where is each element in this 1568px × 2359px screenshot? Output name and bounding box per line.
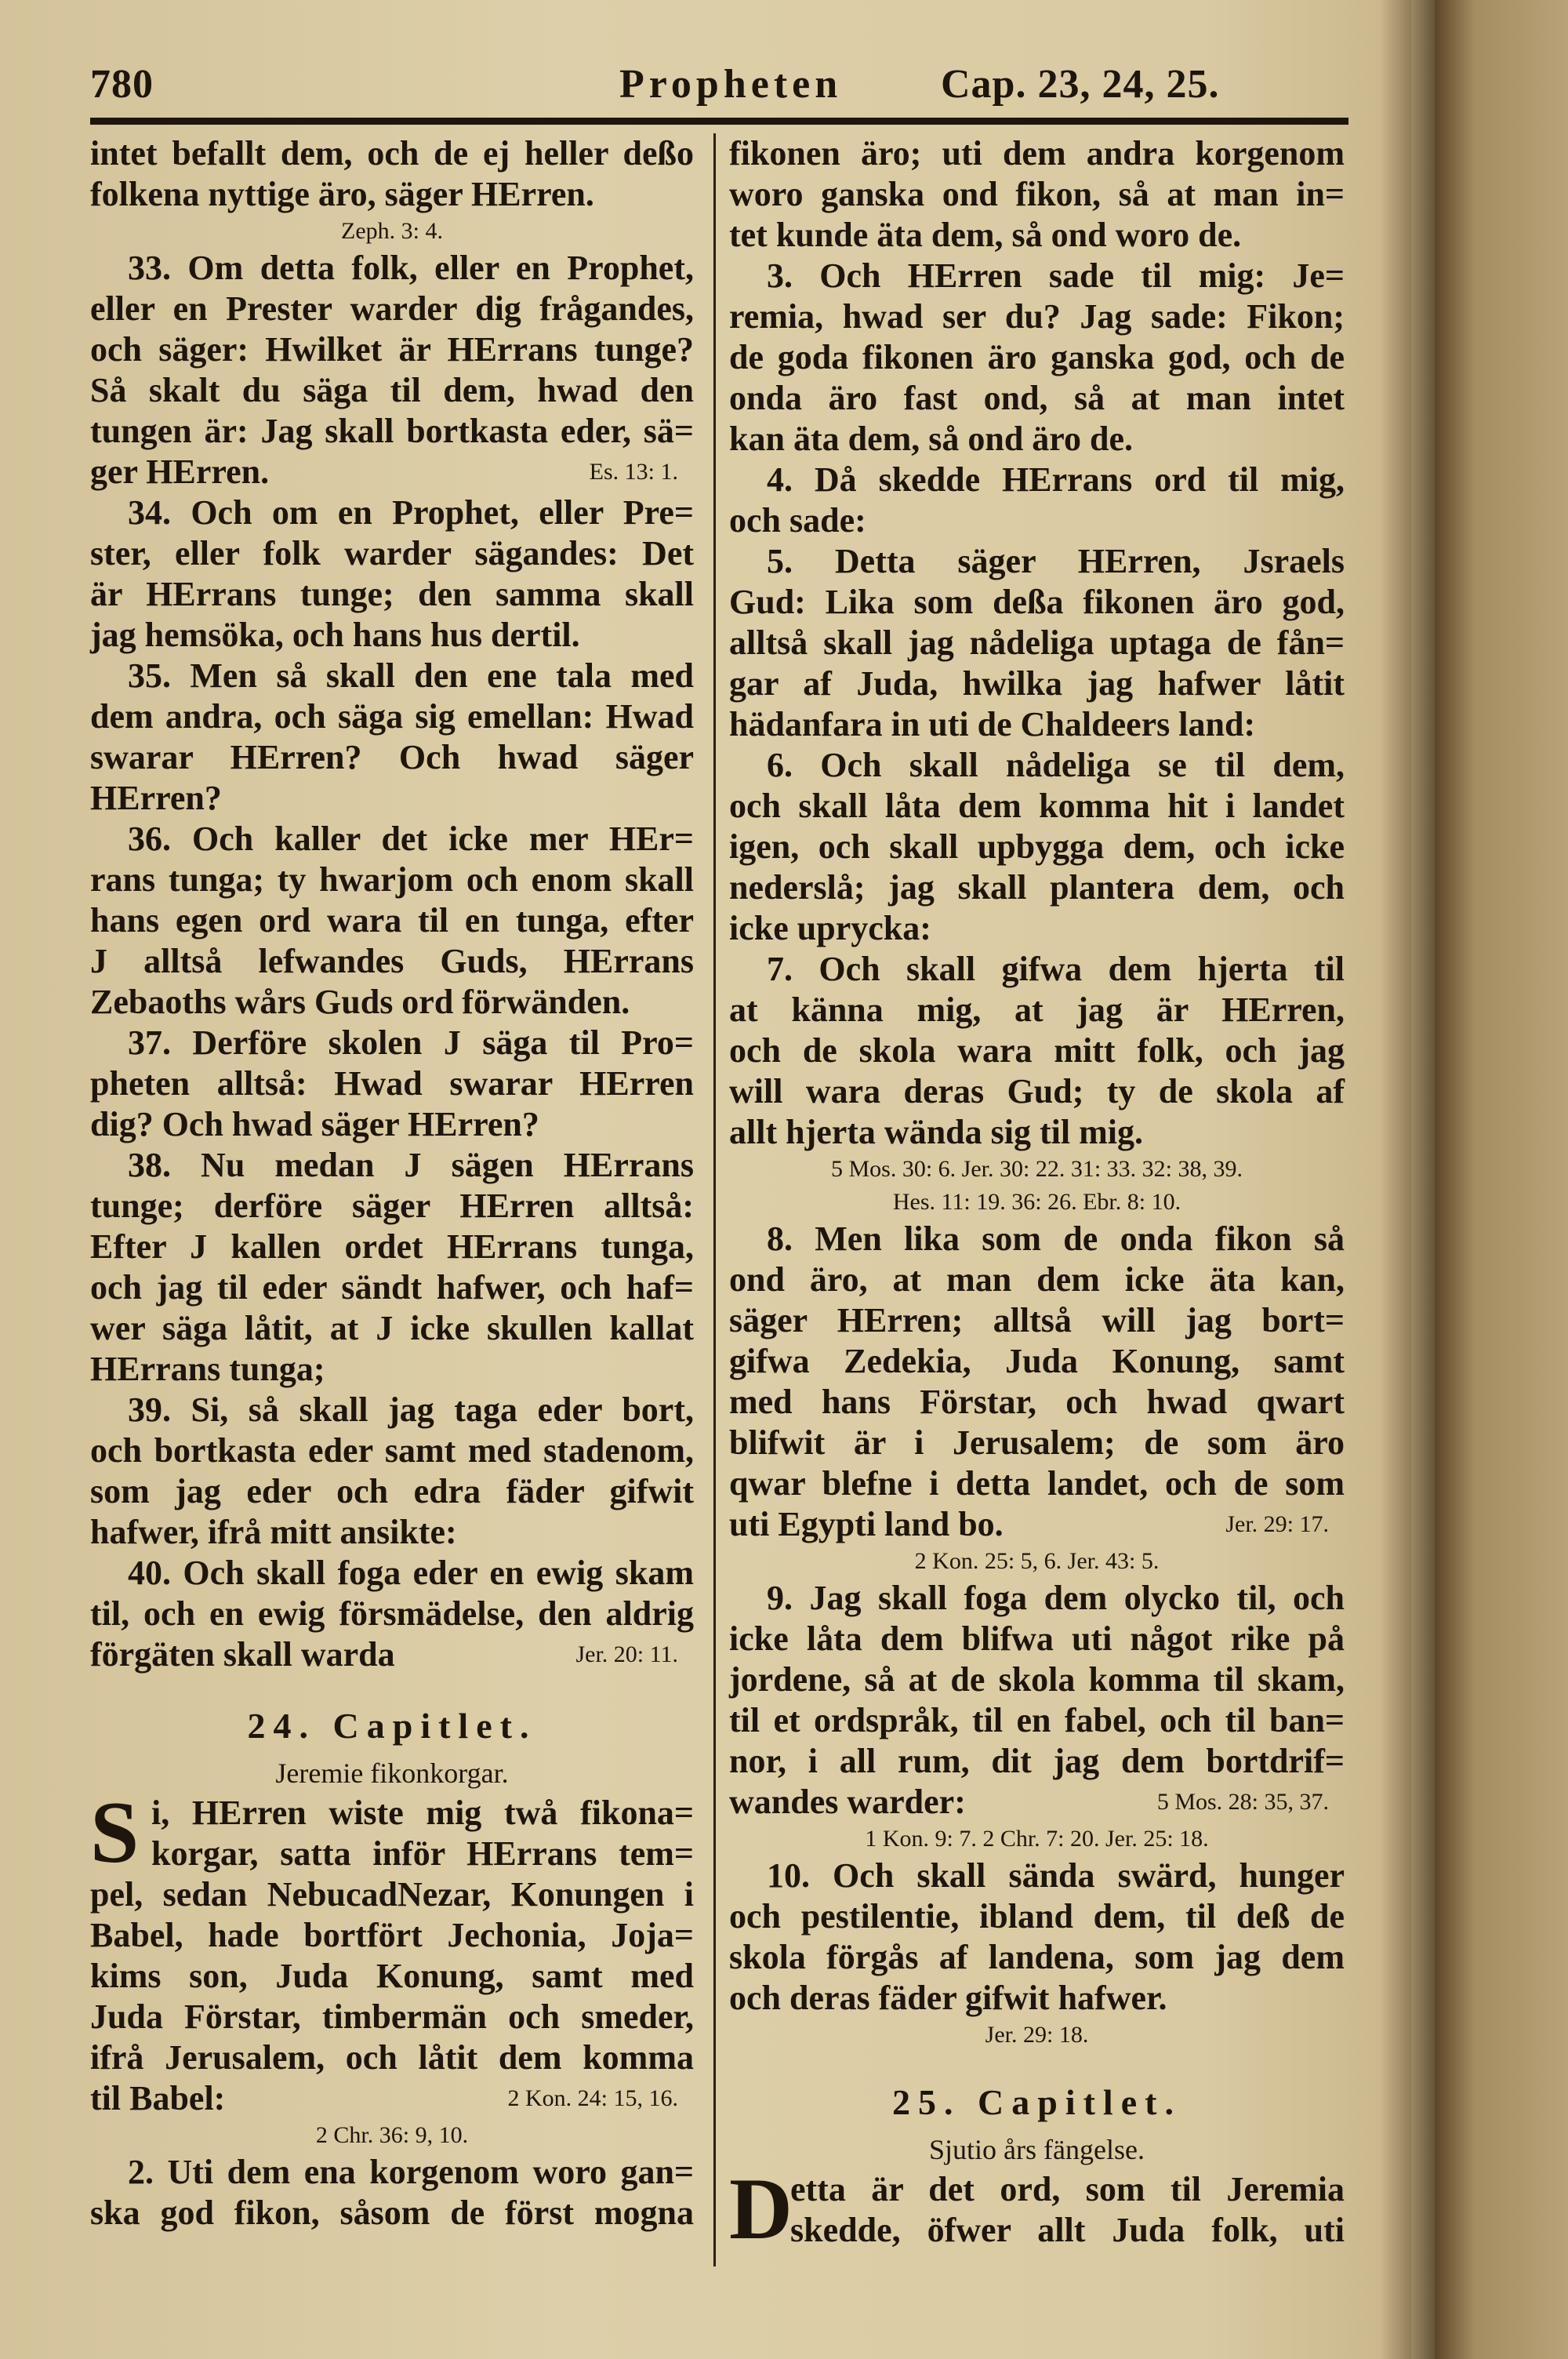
cross-reference: Jer. 29: 17. — [1225, 1511, 1329, 1537]
text-line: och pestilentie, ibland dem, til deß de — [729, 1897, 1345, 1936]
running-title: Propheten — [619, 62, 843, 107]
cross-reference: 5 Mos. 28: 35, 37. — [1156, 1789, 1329, 1815]
text-line: och skall låta dem komma hit i landet — [729, 787, 1345, 825]
text-line: woro ganska ond fikon, så at man in= — [729, 175, 1345, 213]
line-text: uti Egypti land bo. — [729, 1505, 1004, 1543]
text-line: och säger: Hwilket är HErrans tunge? — [90, 330, 694, 369]
text-line: och de skola wara mitt folk, och jag — [729, 1031, 1345, 1070]
verse-start-line: 4. Då skedde HErrans ord til mig, — [767, 460, 1345, 499]
paragraph-end-line — [729, 1782, 1345, 1823]
text-line: remia, hwad ser du? Jag sade: Fikon; — [729, 297, 1345, 336]
verse-start-line: 6. Och skall nådeliga se til dem, — [767, 746, 1345, 784]
chapter-summary: Sjutio års fängelse. — [929, 2134, 1145, 2165]
header-rule — [90, 118, 1348, 125]
text-line: nederslå; jag skall plantera dem, och — [729, 868, 1345, 907]
text-line: tungen är: Jag skall bortkasta eder, sä= — [90, 412, 694, 450]
line-text: förgäten skall warda — [90, 1635, 395, 1674]
spacer — [90, 1675, 694, 1699]
paragraph-end-line: hädanfara in uti de Chaldeers land: — [729, 705, 1256, 743]
paragraph-end-line — [729, 1504, 1345, 1545]
text-line: qwar blefne i detta landet, och de som — [729, 1464, 1345, 1503]
cross-reference: 5 Mos. 30: 6. Jer. 30: 22. 31: 33. 32: 38, 39. — [830, 1156, 1243, 1182]
verse-start-line: 5. Detta säger HErren, Jsraels — [767, 542, 1345, 580]
paragraph-end-line: Zebaoths wårs Guds ord förwänden. — [90, 983, 630, 1021]
text-line: kims son, Juda Konung, samt med — [90, 1957, 694, 1995]
text-line: ster, eller folk warder sägandes: Det — [90, 534, 694, 572]
cross-reference: 2 Kon. 25: 5, 6. Jer. 43: 5. — [914, 1548, 1160, 1574]
chapter-heading: 24. Capitlet. — [247, 1706, 537, 1746]
line-text: wandes warder: — [729, 1783, 966, 1821]
text-line: är HErrans tunge; den samma skall — [90, 575, 694, 613]
text-line: tunge; derföre säger HErren alltså: — [90, 1187, 694, 1225]
text-line: skedde, öfwer allt Juda folk, uti — [790, 2211, 1345, 2249]
right-column — [729, 133, 1345, 2258]
text-line: säger HErren; alltså will jag bort= — [729, 1301, 1345, 1339]
text-line: eller en Prester warder dig frågandes, — [90, 289, 694, 328]
text-line: hans egen ord wara til en tunga, efter — [90, 901, 694, 940]
paragraph-end-line: folkena nyttige äro, säger HErren. — [90, 175, 594, 213]
cross-reference: 1 Kon. 9: 7. 2 Chr. 7: 20. Jer. 25: 18. — [865, 1826, 1209, 1852]
verse-start-line: 39. Si, så skall jag taga eder bort, — [128, 1390, 694, 1429]
text-line: at känna mig, at jag är HErren, — [729, 990, 1345, 1029]
text-line: ska god fikon, såsom de först mogna — [90, 2194, 694, 2232]
text-line: icke låta dem blifwa uti något rike på — [729, 1619, 1345, 1658]
drop-cap: D — [729, 2161, 793, 2258]
text-line: igen, och skall upbygga dem, och icke — [729, 827, 1345, 866]
paragraph-end-line: jag hemsöka, och hans hus dertil. — [90, 616, 580, 654]
text-line: fikonen äro; uti dem andra korgenom — [729, 134, 1345, 173]
text-line: swarar HErren? Och hwad säger — [90, 738, 694, 776]
chapter-heading: 25. Capitlet. — [892, 2082, 1181, 2122]
text-line: nor, i all rum, dit jag dem bortdrif= — [729, 1742, 1345, 1780]
text-line: pel, sedan NebucadNezar, Konungen i — [90, 1875, 694, 1914]
verse-start-line: 36. Och kaller det icke mer HEr= — [128, 820, 694, 858]
verse-start-line: 7. Och skall gifwa dem hjerta til — [767, 950, 1345, 988]
verse-start-line: 35. Men så skall den ene tala med — [128, 656, 694, 695]
paragraph-end-line: och deras fäder gifwit hafwer. — [729, 1979, 1167, 2017]
paragraph-end-line: hafwer, ifrå mitt ansikte: — [90, 1513, 457, 1551]
text-line: gifwa Zedekia, Juda Konung, samt — [729, 1342, 1345, 1380]
verse-start-line: 38. Nu medan J sägen HErrans — [128, 1146, 694, 1184]
cross-reference: 2 Chr. 36: 9, 10. — [315, 2122, 469, 2148]
verse-start-line: 2. Uti dem ena korgenom woro gan= — [128, 2153, 694, 2191]
spacer — [729, 2052, 1345, 2075]
cross-reference: Zeph. 3: 4. — [341, 218, 443, 244]
verse-start-line: 34. Och om en Prophet, eller Pre= — [128, 493, 694, 532]
verse-start-line: 10. Och skall sända swärd, hunger — [767, 1856, 1345, 1895]
chapter-range: Cap. 23, 24, 25. — [941, 62, 1220, 107]
cross-reference: Jer. 20: 11. — [575, 1641, 678, 1667]
text-line: til, och en ewig försmädelse, den aldrig — [90, 1594, 694, 1633]
column-divider — [713, 133, 716, 2266]
paragraph-end-line: allt hjerta wända sig til mig. — [729, 1113, 1143, 1151]
text-line: och jag til eder sändt hafwer, och haf= — [90, 1268, 694, 1307]
text-line: dem andra, och säga sig emellan: Hwad — [90, 697, 694, 736]
paragraph-end-line — [90, 1634, 694, 1675]
text-line: gar af Juda, hwilka jag hafwer låtit — [729, 664, 1345, 703]
paragraph-end-line: och sade: — [729, 501, 866, 540]
text-line: ond äro, at man dem icke äta kan, — [729, 1260, 1345, 1299]
text-line: Efter J kallen ordet HErrans tunga, — [90, 1227, 694, 1266]
paragraph-end-line — [90, 2078, 694, 2119]
text-line: de goda fikonen äro ganska god, och de — [729, 338, 1345, 376]
page-number: 780 — [90, 62, 154, 107]
verse-start-line: 3. Och HErren sade til mig: Je= — [767, 256, 1345, 295]
text-line: och bortkasta eder samt med stadenom, — [90, 1431, 694, 1470]
line-text: i, HErren wiste mig twå fikona= — [151, 1794, 694, 1832]
paragraph-end-line: HErren? — [90, 779, 222, 817]
paragraph-end-line: tet kunde äta dem, så ond woro de. — [729, 216, 1242, 254]
paragraph-end-line: kan äta dem, så ond äro de. — [729, 420, 1134, 458]
cross-reference: Jer. 29: 18. — [985, 2022, 1089, 2048]
line-text: etta är det ord, som til Jeremia — [790, 2170, 1345, 2208]
text-line: Så skalt du säga til dem, hwad den — [90, 371, 694, 409]
paragraph-end-line: HErrans tunga; — [90, 1350, 325, 1388]
text-line: J alltså lefwandes Guds, HErrans — [90, 942, 694, 980]
text-line: Juda Förstar, timbermän och smeder, — [90, 1997, 694, 2036]
text-line: jordene, så at de skola komma til skam, — [729, 1660, 1345, 1699]
text-line: alltså skall jag nådeliga uptaga de fån= — [729, 623, 1345, 662]
text-line: wer säga låtit, at J icke skullen kallat — [90, 1309, 694, 1347]
cross-reference: 2 Kon. 24: 15, 16. — [507, 2085, 678, 2111]
text-line: will wara deras Gud; ty de skola af — [729, 1072, 1345, 1110]
line-text: til Babel: — [90, 2079, 226, 2117]
cross-reference: Hes. 11: 19. 36: 26. Ebr. 8: 10. — [892, 1189, 1181, 1215]
verse-start-line: 9. Jag skall foga dem olycko til, och — [767, 1579, 1345, 1617]
paragraph-end-line — [90, 452, 694, 493]
text-line: blifwit är i Jerusalem; de som äro — [729, 1423, 1345, 1462]
cross-reference: Es. 13: 1. — [589, 459, 678, 485]
text-line: skola förgås af landena, som jag dem — [729, 1938, 1345, 1976]
text-line: med hans Förstar, och hwad qwart — [729, 1383, 1345, 1421]
verse-start-line: 37. Derföre skolen J säga til Pro= — [128, 1023, 694, 1062]
text-line: som jag eder och edra fäder gifwit — [90, 1472, 694, 1510]
text-line: pheten alltså: Hwad swarar HErren — [90, 1064, 694, 1103]
left-column — [90, 133, 694, 2234]
chapter-summary: Jeremie fikonkorgar. — [275, 1757, 509, 1789]
paragraph-end-line: icke uprycka: — [729, 909, 931, 947]
text-line: Babel, hade bortfört Jechonia, Joja= — [90, 1916, 694, 1954]
drop-cap: S — [90, 1784, 140, 1881]
text-line: intet befallt dem, och de ej heller deßo — [90, 134, 694, 173]
line-text: ger HErren. — [90, 453, 270, 491]
text-line: onda äro fast ond, så at man intet — [729, 379, 1345, 417]
text-line: ifrå Jerusalem, och låtit dem komma — [90, 2038, 694, 2077]
text-line: Gud: Lika som deßa fikonen äro god, — [729, 583, 1345, 621]
paragraph-end-line: dig? Och hwad säger HErren? — [90, 1105, 539, 1143]
adjacent-page-edge — [1435, 0, 1568, 2359]
verse-start-line: 8. Men lika som de onda fikon så — [767, 1219, 1345, 1258]
text-line: rans tunga; ty hwarjom och enom skall — [90, 860, 694, 899]
text-line: til et ordspråk, til en fabel, och til ban= — [729, 1701, 1345, 1739]
verse-start-line: 33. Om detta folk, eller en Prophet, — [128, 249, 694, 287]
verse-start-line: 40. Och skall foga eder en ewig skam — [128, 1554, 694, 1592]
text-line: korgar, satta inför HErrans tem= — [151, 1834, 694, 1873]
